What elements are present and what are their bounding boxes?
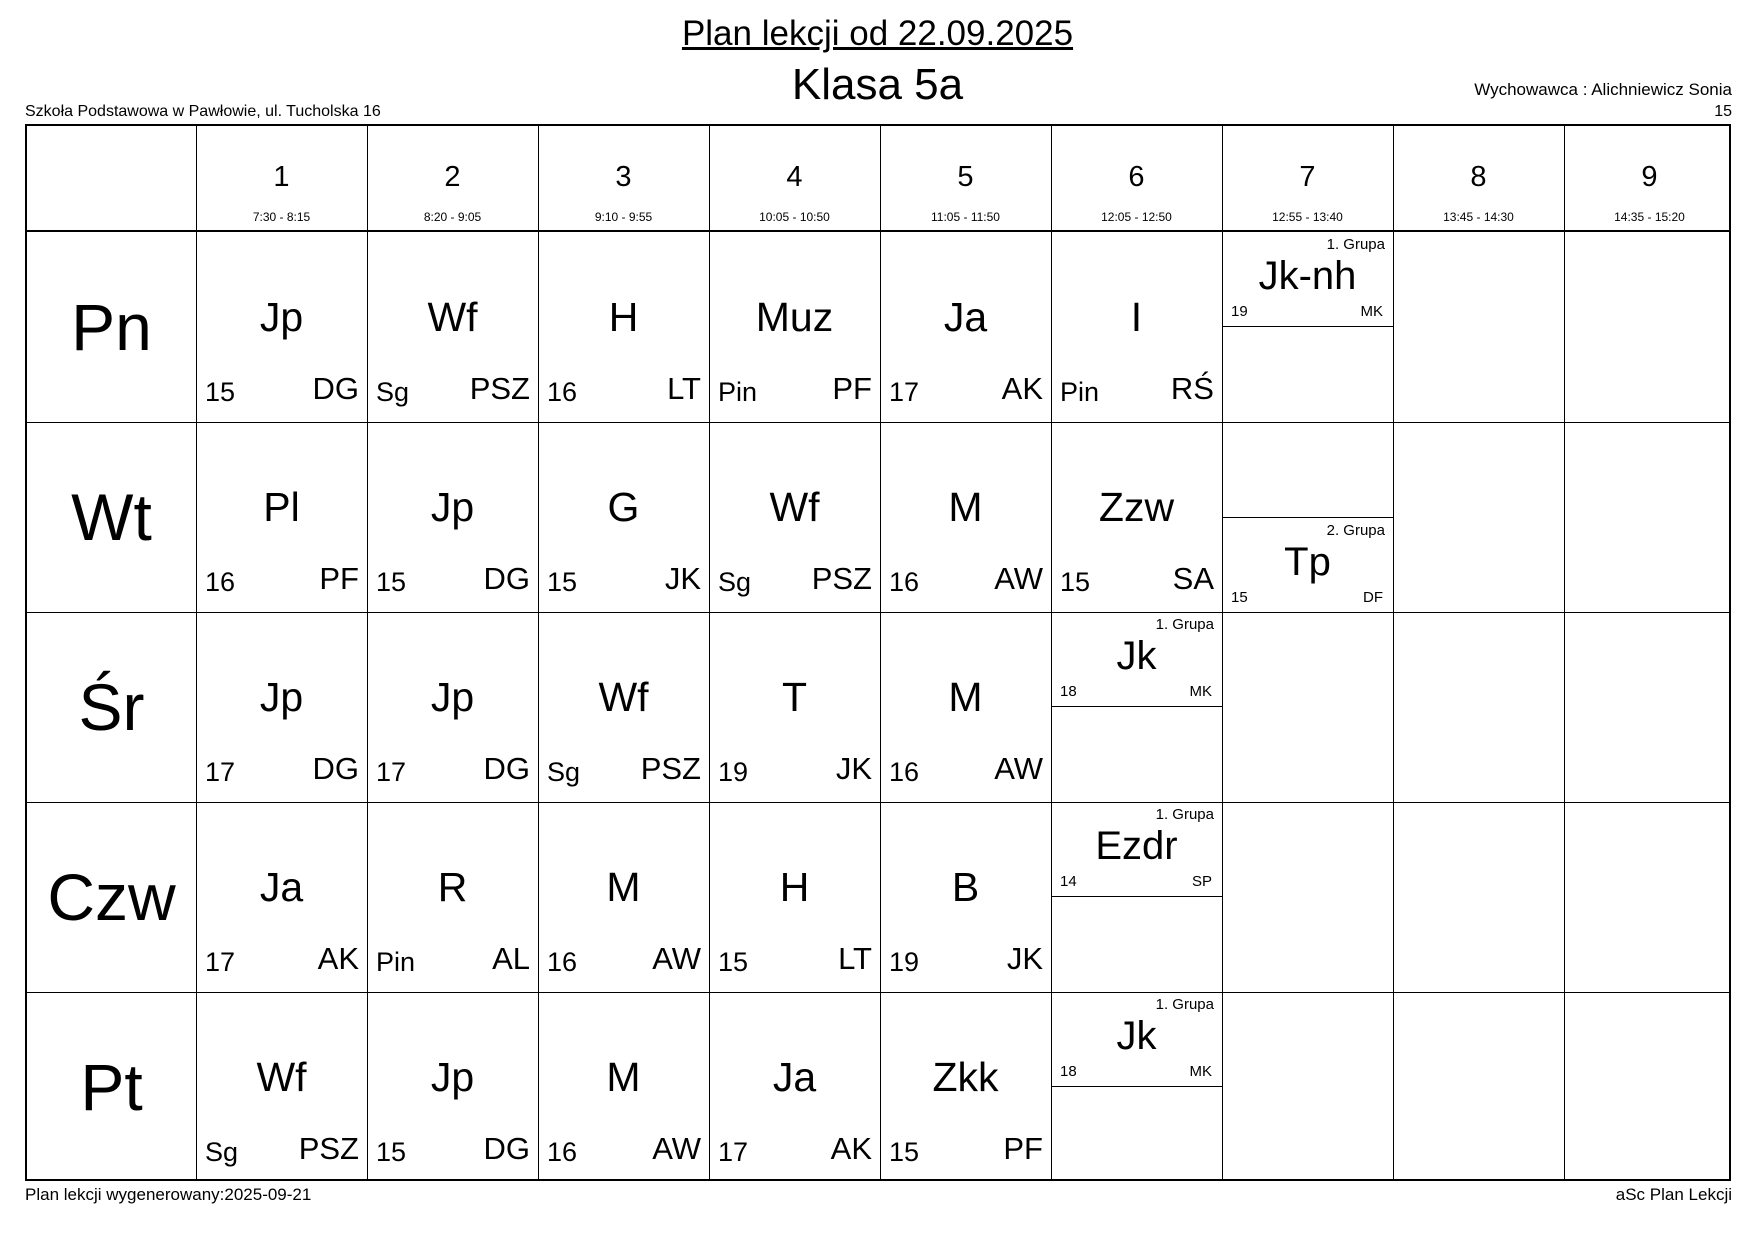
lesson-room: 16 (889, 757, 920, 787)
lesson-cell (367, 422, 538, 612)
lesson-cell (196, 612, 367, 802)
lesson-room: 16 (889, 567, 920, 597)
period-time: 12:55 - 13:40 (1272, 210, 1343, 224)
lesson-teacher: AL (492, 941, 530, 976)
group-lesson-cell (1051, 802, 1222, 897)
group-subject: Jk (1116, 634, 1157, 678)
period-number: 2 (444, 161, 461, 193)
lesson-room: Pin (376, 947, 416, 977)
group-label: 1. Grupa (1155, 616, 1214, 633)
lesson-subject: Zkk (932, 1054, 999, 1100)
lesson-teacher: JK (1006, 941, 1043, 976)
lesson-cell (196, 422, 367, 612)
lesson-cell (367, 232, 538, 422)
lesson-cell (709, 802, 880, 992)
lesson-subject: Jp (259, 674, 304, 720)
group-label: 2. Grupa (1326, 522, 1385, 539)
group-label: 1. Grupa (1155, 806, 1214, 823)
group-room: 14 (1060, 873, 1077, 890)
period-time: 12:05 - 12:50 (1101, 210, 1172, 224)
timetable-grid (25, 124, 1731, 1181)
lesson-subject: M (606, 864, 641, 910)
period-time: 9:10 - 9:55 (594, 210, 653, 224)
period-number: 1 (273, 161, 290, 193)
lesson-cell (538, 232, 709, 422)
lesson-subject: Wf (769, 484, 820, 530)
day-label: Wt (71, 480, 152, 554)
lesson-teacher: DG (483, 561, 530, 596)
lesson-teacher: SA (1172, 561, 1214, 596)
lesson-room: 17 (718, 1137, 749, 1167)
grid-line (1393, 126, 1394, 1179)
lesson-teacher: DG (312, 371, 359, 406)
lesson-teacher: DG (312, 751, 359, 786)
homeroom-room: 15 (1714, 103, 1732, 120)
group-teacher: MK (1189, 1063, 1212, 1080)
group-teacher: SP (1191, 873, 1212, 890)
homeroom-teacher: Wychowawca : Alichniewicz Sonia (1474, 80, 1732, 99)
period-time: 7:30 - 8:15 (252, 210, 311, 224)
period-number: 3 (615, 161, 632, 193)
lesson-cell (880, 612, 1051, 802)
lesson-teacher: AW (652, 1131, 701, 1166)
grid-line (1051, 126, 1052, 1179)
lesson-room: Pin (1060, 377, 1100, 407)
lesson-room: Sg (718, 567, 752, 597)
group-subject: Tp (1284, 540, 1331, 584)
lesson-subject: Zzw (1098, 484, 1175, 530)
day-label: Czw (47, 860, 176, 934)
lesson-subject: R (437, 864, 468, 910)
lesson-cell (538, 422, 709, 612)
lesson-room: 15 (205, 377, 236, 407)
lesson-teacher: PSZ (298, 1131, 359, 1166)
lesson-subject: I (1130, 294, 1143, 340)
grid-line (367, 126, 368, 1179)
lesson-cell (709, 422, 880, 612)
period-header (1564, 126, 1735, 231)
lesson-cell (709, 232, 880, 422)
group-label: 1. Grupa (1155, 996, 1214, 1013)
lesson-cell (538, 802, 709, 992)
grid-line (27, 612, 1729, 613)
lesson-subject: Ja (772, 1054, 817, 1100)
lesson-room: 16 (205, 567, 236, 597)
lesson-room: 19 (718, 757, 749, 787)
lesson-subject: Wf (427, 294, 478, 340)
lesson-room: Pin (718, 377, 758, 407)
period-number: 5 (957, 161, 974, 193)
period-number: 8 (1470, 161, 1487, 193)
lesson-room: Sg (547, 757, 581, 787)
period-header (880, 126, 1051, 231)
group-lesson-cell (1051, 612, 1222, 707)
lesson-subject: M (948, 674, 983, 720)
grid-line (27, 992, 1729, 993)
lesson-teacher: PF (832, 371, 872, 406)
generated-date: Plan lekcji wygenerowany:2025-09-21 (25, 1185, 312, 1204)
lesson-teacher: JK (835, 751, 872, 786)
lesson-subject: B (951, 864, 980, 910)
page-title: Plan lekcji od 22.09.2025 (681, 14, 1074, 53)
group-room: 15 (1231, 589, 1248, 606)
lesson-cell (709, 992, 880, 1182)
lesson-teacher: AW (994, 751, 1043, 786)
lesson-room: 15 (889, 1137, 920, 1167)
lesson-room: 16 (547, 377, 578, 407)
grid-line (709, 126, 710, 1179)
lesson-subject: Jp (430, 484, 475, 530)
grid-line (27, 230, 1729, 232)
period-header (1051, 126, 1222, 231)
period-header (538, 126, 709, 231)
period-header (196, 126, 367, 231)
group-teacher: MK (1360, 303, 1383, 320)
lesson-teacher: PF (1003, 1131, 1043, 1166)
lesson-cell (196, 232, 367, 422)
lesson-room: 15 (376, 567, 407, 597)
group-room: 18 (1060, 1063, 1077, 1080)
grid-line (1222, 126, 1223, 1179)
grid-line (196, 126, 197, 1179)
lesson-subject: G (607, 484, 640, 530)
lesson-subject: T (781, 674, 808, 720)
lesson-cell (880, 992, 1051, 1182)
software-name: aSc Plan Lekcji (1615, 1185, 1732, 1204)
group-lesson-cell (1051, 992, 1222, 1087)
lesson-room: Sg (205, 1137, 239, 1167)
lesson-teacher: JK (664, 561, 701, 596)
lesson-teacher: AW (994, 561, 1043, 596)
lesson-subject: Wf (256, 1054, 307, 1100)
group-lesson-cell (1222, 232, 1393, 327)
lesson-teacher: AK (830, 1131, 872, 1166)
lesson-teacher: AW (652, 941, 701, 976)
lesson-cell (196, 992, 367, 1182)
class-name: Klasa 5a (791, 60, 964, 109)
lesson-cell (367, 992, 538, 1182)
lesson-room: 17 (376, 757, 407, 787)
lesson-teacher: DG (483, 1131, 530, 1166)
period-number: 9 (1641, 161, 1658, 193)
period-number: 7 (1299, 161, 1316, 193)
period-header (1393, 126, 1564, 231)
period-header (709, 126, 880, 231)
lesson-teacher: LT (838, 941, 872, 976)
period-time: 10:05 - 10:50 (759, 210, 830, 224)
lesson-room: 15 (1060, 567, 1091, 597)
lesson-subject: Ja (259, 864, 304, 910)
lesson-subject: Wf (598, 674, 649, 720)
period-time: 8:20 - 9:05 (423, 210, 482, 224)
lesson-subject: M (948, 484, 983, 530)
group-teacher: DF (1363, 589, 1383, 606)
group-room: 18 (1060, 683, 1077, 700)
lesson-subject: H (779, 864, 810, 910)
period-header (367, 126, 538, 231)
lesson-cell (880, 232, 1051, 422)
period-time: 14:35 - 15:20 (1614, 210, 1685, 224)
day-label: Śr (78, 670, 145, 744)
lesson-teacher: LT (667, 371, 701, 406)
day-label: Pt (80, 1050, 143, 1124)
group-subject: Jk-nh (1258, 254, 1357, 298)
group-subject: Ezdr (1095, 824, 1178, 868)
group-teacher: MK (1189, 683, 1212, 700)
lesson-cell (196, 802, 367, 992)
grid-line (880, 126, 881, 1179)
lesson-subject: Jp (259, 294, 304, 340)
lesson-teacher: AK (1001, 371, 1043, 406)
lesson-subject: H (608, 294, 639, 340)
group-lesson-cell (1222, 517, 1393, 612)
lesson-subject: Jp (430, 1054, 475, 1100)
school-name: Szkoła Podstawowa w Pawłowie, ul. Tucholska 16 (25, 103, 381, 120)
group-label: 1. Grupa (1326, 236, 1385, 253)
lesson-teacher: RŚ (1170, 371, 1214, 406)
lesson-room: 16 (547, 947, 578, 977)
period-time: 13:45 - 14:30 (1443, 210, 1514, 224)
lesson-cell (880, 802, 1051, 992)
lesson-teacher: DG (483, 751, 530, 786)
lesson-cell (538, 992, 709, 1182)
lesson-teacher: PF (319, 561, 359, 596)
lesson-cell (538, 612, 709, 802)
lesson-room: 19 (889, 947, 920, 977)
period-number: 6 (1128, 161, 1145, 193)
lesson-subject: Ja (943, 294, 988, 340)
lesson-teacher: PSZ (640, 751, 701, 786)
lesson-cell (880, 422, 1051, 612)
period-number: 4 (786, 161, 803, 193)
lesson-subject: M (606, 1054, 641, 1100)
lesson-teacher: PSZ (811, 561, 872, 596)
lesson-teacher: PSZ (469, 371, 530, 406)
lesson-room: 17 (205, 947, 236, 977)
grid-line (538, 126, 539, 1179)
grid-line (1564, 126, 1565, 1179)
lesson-room: 17 (889, 377, 920, 407)
lesson-room: 15 (547, 567, 578, 597)
lesson-cell (1051, 232, 1222, 422)
group-subject: Jk (1116, 1014, 1157, 1058)
lesson-cell (367, 612, 538, 802)
lesson-room: 16 (547, 1137, 578, 1167)
period-time: 11:05 - 11:50 (931, 210, 1000, 224)
group-room: 19 (1231, 303, 1248, 320)
grid-line (27, 422, 1729, 423)
lesson-cell (709, 612, 880, 802)
lesson-room: 15 (718, 947, 749, 977)
lesson-teacher: AK (317, 941, 359, 976)
lesson-room: 15 (376, 1137, 407, 1167)
lesson-cell (1051, 422, 1222, 612)
lesson-subject: Muz (755, 294, 834, 340)
lesson-subject: Jp (430, 674, 475, 720)
grid-line (27, 802, 1729, 803)
day-label: Pn (71, 290, 152, 364)
period-header (1222, 126, 1393, 231)
lesson-room: 17 (205, 757, 236, 787)
lesson-cell (367, 802, 538, 992)
lesson-room: Sg (376, 377, 410, 407)
lesson-subject: Pl (263, 484, 300, 530)
